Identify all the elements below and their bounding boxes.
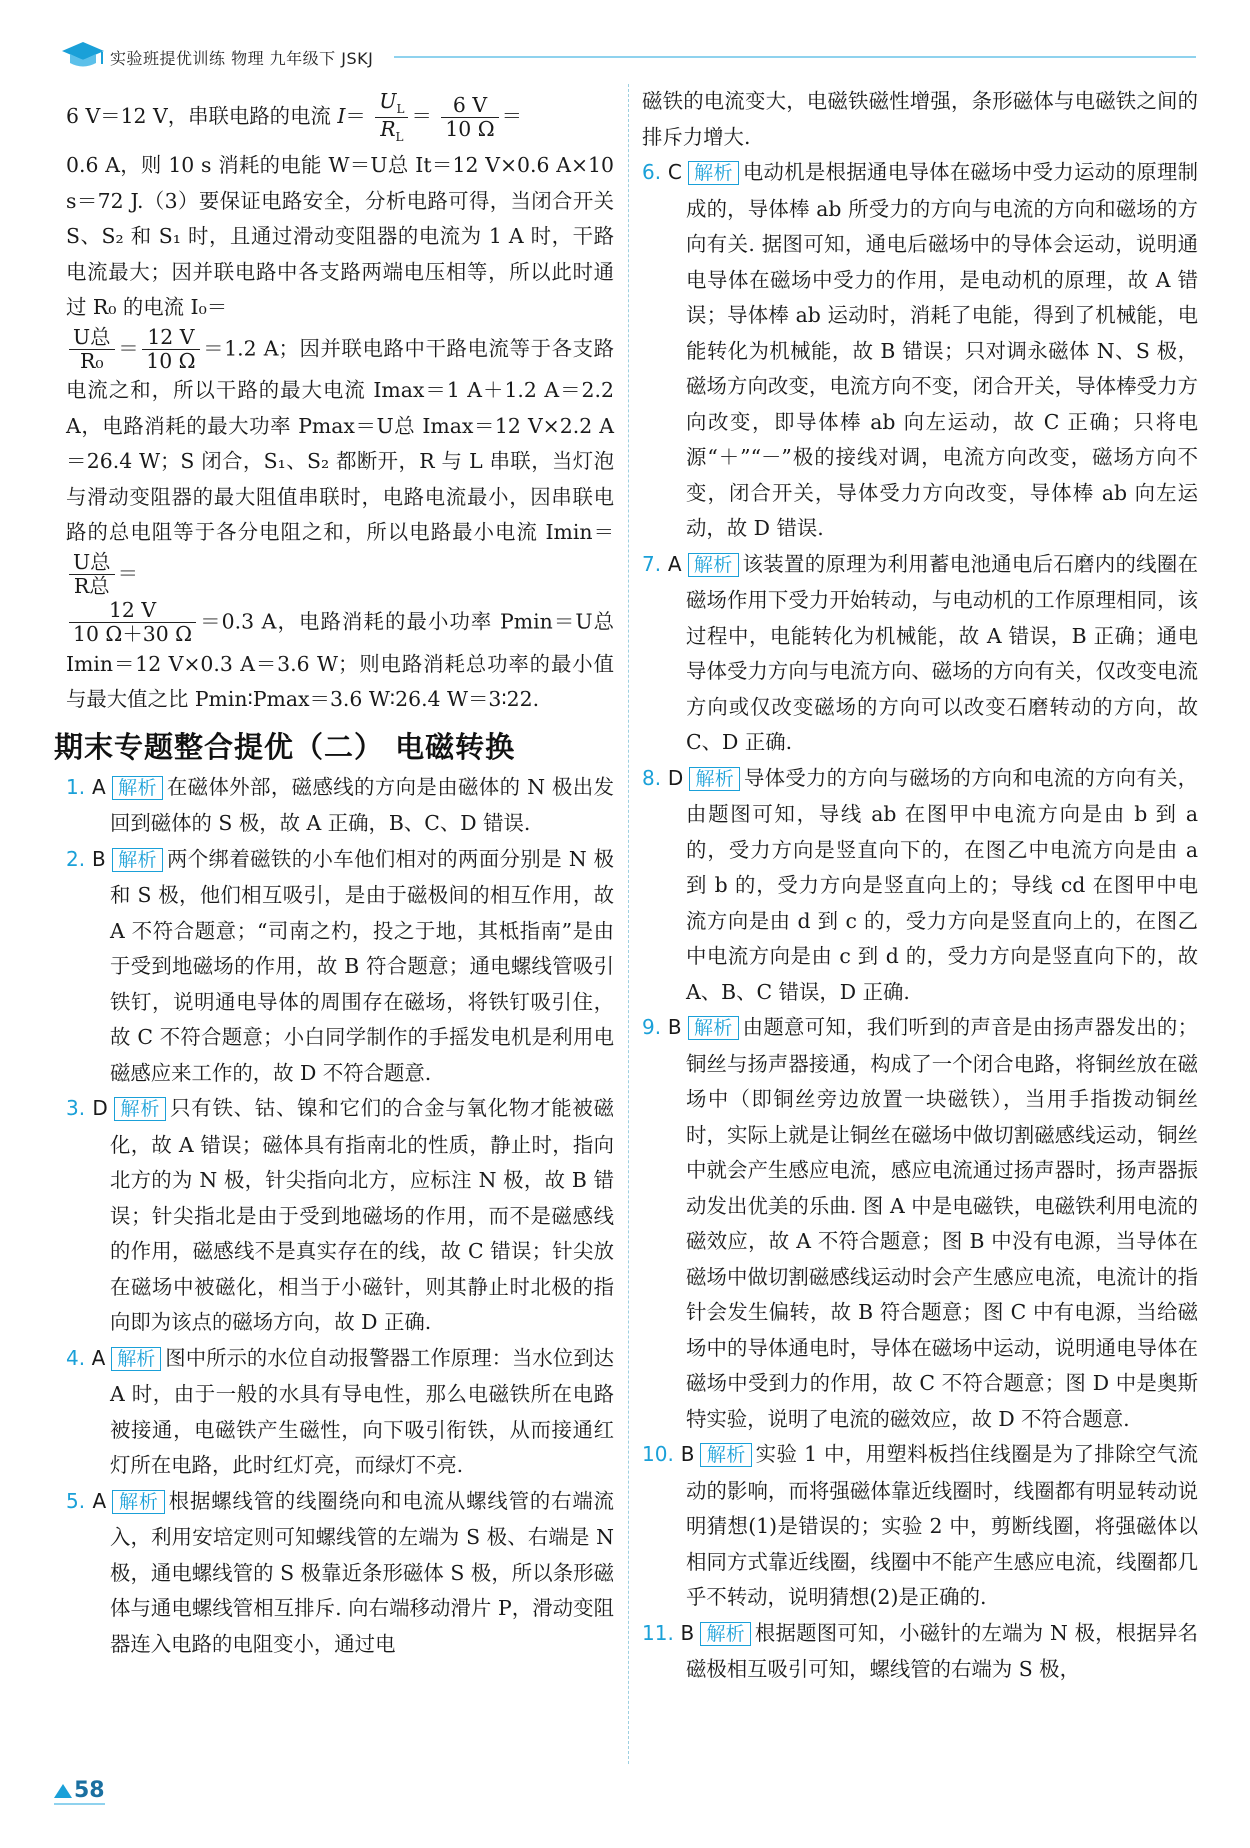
analysis-tag: 解析 [112, 848, 163, 872]
fraction-12v-40ohm: $\frac{12 V}{10 \Omega+30 \Omega}$ [69, 599, 196, 647]
page-header [54, 38, 1196, 74]
answer-item: 1. A 解析 在磁体外部，磁感线的方向是由磁体的 N 极出发回到磁体的 S 极，故 A 正确，B、C、D 错误. [66, 774, 614, 836]
analysis-tag: 解析 [114, 1097, 166, 1121]
answer-item: 9. B 解析 由题意可知，我们听到的声音是由扬声器发出的；铜丝与扬声器接通，构成了一个闭合电路，将铜丝放在磁场中（即铜丝旁边放置一块磁铁），当用手指拨动铜丝时，实际上就是让铜丝在磁场中做切割磁感线运动，铜丝中就会产生感应电流，感应电流通过扬声器时，扬声器振动发出优美的乐曲. 图 A 中是电磁铁，电磁铁利用电流的磁效应，故 A 不符合题意；图 B 中没有电源，当导体在磁场中做切割磁感线运动时会产生感应电流，电流计的指针会发生偏转，故 B 符合题意；图 C 中有电源，当给磁场中的导体通电时，导体在磁场中运动，说明通电导体在磁场中受到力的作用，故 C 不符合题意；图 D 中是奥斯特实验，说明了电流的磁效应，故 D 不符合题意. [642, 1015, 1199, 1431]
left-column [54, 84, 615, 1662]
answer-item: 2. B 解析 两个绑着磁铁的小车他们相对的两面分别是 N 极和 S 极，他们相互吸引，是由于磁极间的相互作用，故 A 不符合题意；“司南之杓，投之于地，其柢指南”是由于受到地磁场的作用，故 B 符合题意；通电螺线管吸引铁钉，说明通电导体的周围存在磁场，将铁钉吸引住，故 C 不符合题意；小白同学制作的手摇发电机是利用电磁感应来工作的，故 D 不符合题意. [66, 846, 614, 1085]
analysis-tag: 解析 [112, 776, 163, 800]
analysis-tag: 解析 [688, 553, 739, 577]
intro-paragraph-4: $\frac{12 V}{10 \Omega+30 \Omega}$ ＝0.3 A，电路消耗的最小功率 Pmin＝U总 Imin＝12 V×0.3 A＝3.6 W；则电路消耗总功率的最小值与最大值之比 Pmin∶Pmax＝3.6 W∶26.4 W＝3∶22. [66, 597, 614, 712]
intro-paragraph-2: 0.6 A，则 10 s 消耗的电能 W＝U总 It＝12 V×0.6 A×10 s＝72 J.（3）要保证电路安全，分析电路可得，当闭合开关 S、S₂ 和 S₁ 时，且通过滑动变阻器的电流为 1 A 时，干路电流最大；因并联电路中各支路两端电压相等，所以此时通过 R₀ 的电流 I₀＝ [66, 153, 614, 319]
fraction-u-rtotal: $\frac{\text{U总}}{\text{R总}}$ [69, 551, 115, 599]
section-title: 期末专题整合提优（二） 电磁转换 [54, 729, 516, 764]
fraction-u-r0: $\frac{\text{U总}}{\text{R₀}}$ [69, 326, 115, 374]
fraction-ul-rl: $\frac{U_L}{R_L}$ [375, 90, 408, 145]
graduation-cap-icon [60, 38, 106, 72]
answer-item: 4. A 解析 图中所示的水位自动报警器工作原理：当水位到达 A 时，由于一般的水具有导电性，那么电磁铁所在电路被接通，电磁铁产生磁性，向下吸引衔铁，从而接通红灯所在电路，此时红灯亮，而绿灯不亮. [66, 1345, 614, 1478]
answer-item: 5. A 解析 根据螺线管的线圈绕向和电流从螺线管的右端流入，利用安培定则可知螺线管的左端为 S 极、右端是 N 极，通电螺线管的 S 极靠近条形磁体 S 极，所以条形磁体与通电螺线管相互排斥. 向右端移动滑片 P，滑动变阻器连入电路的电阻变小，通过电 [66, 1488, 615, 1656]
continued-text: 磁铁的电流变大，电磁铁磁性增强，条形磁体与电磁铁之间的排斥力增大. [642, 89, 1198, 149]
answer-item: 11. B 解析 根据题图可知，小磁针的左端为 N 极，根据异名磁极相互吸引可知，螺线管的右端为 S 极， [642, 1620, 1198, 1681]
intro-paragraph-3: $\frac{\text{U总}}{\text{R₀}}$ ＝ $\frac{12 V}{10 \Omega}$ ＝1.2 A；因并联电路中干路电流等于各支路电流之和，所以干路的最大电流 Imax＝1 A＋1.2 A＝2.2 A，电路消耗的最大功率 Pmax＝U总 Imax＝12 V×2.2 A＝26.4 W；S 闭合，S₁、S₂ 都断开，R 与 L 串联，当灯泡与滑动变阻器的最大阻值串联时，电路电流最小，因串联电路的总电阻等于各分电阻之和，所以电路最小电流 Imin＝ $\frac{\text{U总}}{\text{R总}}$ ＝ [66, 324, 615, 599]
analysis-tag: 解析 [688, 1016, 739, 1040]
header-title: 实验班提优训练 物理 九年级下 JSKJ [110, 49, 374, 68]
analysis-tag: 解析 [700, 1622, 751, 1646]
answer-item: 3. D 解析 只有铁、钴、镍和它们的合金与氧化物才能被磁化，故 A 错误；磁体具有指南北的性质，静止时，指向北方的为 N 极，针尖指向北方，应标注 N 极，故 B 错误；针尖指北是由于受到地磁场的作用，而不是磁感线的作用，磁感线不是真实存在的线，故 C 错误；针尖放在磁场中被磁化，相当于小磁针，则其静止时北极的指向即为该点的磁场方向，故 D 正确. [66, 1096, 614, 1335]
right-column [642, 84, 1198, 1688]
answer-item: 10. B 解析 实验 1 中，用塑料板挡住线圈是为了排除空气流动的影响，而将强磁体靠近线圈时，线圈都有明显转动说明猜想(1)是错误的；实验 2 中，剪断线圈，将强磁体以相同方式靠近线圈，线圈中不能产生感应电流，线圈都几乎不转动，说明猜想(2)是正确的. [642, 1442, 1198, 1609]
analysis-tag: 解析 [111, 1347, 161, 1371]
header-rule [394, 56, 1196, 58]
analysis-tag: 解析 [688, 161, 739, 185]
analysis-tag: 解析 [700, 1443, 751, 1467]
fraction-12v-10ohm: $\frac{12 V}{10 \Omega}$ [142, 326, 199, 374]
page-number: 58 [54, 1778, 105, 1805]
fraction-6v-10ohm: $\frac{6 V}{10 \Omega}$ [441, 94, 498, 142]
arrow-up-icon [54, 1784, 72, 1798]
answer-item: 7. A 解析 该装置的原理为利用蓄电池通电后石磨内的线圈在磁场作用下受力开始转动，与电动机的工作原理相同，该过程中，电能转化为机械能，故 A 错误，B 正确；通电导体受力方向与电流方向、磁场的方向有关，仅改变电流方向或仅改变磁场的方向可以改变石磨转动的方向，故 C、D 正确. [642, 551, 1198, 754]
answer-item: 6. C 解析 电动机是根据通电导体在磁场中受力运动的原理制成的，导体棒 ab 所受力的方向与电流的方向和磁场的方向有关. 据图可知，通电后磁场中的导体会运动，说明通电导体在磁场中受力的作用，是电动机的原理，故 A 错误；导体棒 ab 运动时，消耗了电能，得到了机械能，电能转化为机械能，故 B 错误；只对调永磁体 N、S 极，磁场方向改变，电流方向不变，闭合开关，导体棒受力方向改变，即导体棒 ab 向左运动，故 C 正确；只将电源“＋”“－”极的接线对调，电流方向改变，磁场方向不变，闭合开关，导体受力方向改变，导体棒 ab 向左运动，故 D 错误. [642, 160, 1198, 540]
column-divider [628, 84, 629, 1764]
intro-line-1: 6 V＝12 V，串联电路的电流 I＝ $\frac{U_L}{R_L}$ ＝ $\frac{6 V}{10 \Omega}$ ＝ [66, 89, 523, 145]
analysis-tag: 解析 [689, 767, 740, 791]
answer-item: 8. D 解析 导体受力的方向与磁场的方向和电流的方向有关，由题图可知，导线 ab 在图甲中电流方向是由 b 到 a 的，受力方向是竖直向下的，在图乙中电流方向是由 a 到 b 的，受力方向是竖直向上的；导线 cd 在图甲中电流方向是由 d 到 c 的，受力方向是竖直向上的，在图乙中电流方向是由 c 到 d 的，受力方向是竖直向下的，故 A、B、C 错误，D 正确. [642, 765, 1199, 1004]
analysis-tag: 解析 [112, 1490, 165, 1514]
